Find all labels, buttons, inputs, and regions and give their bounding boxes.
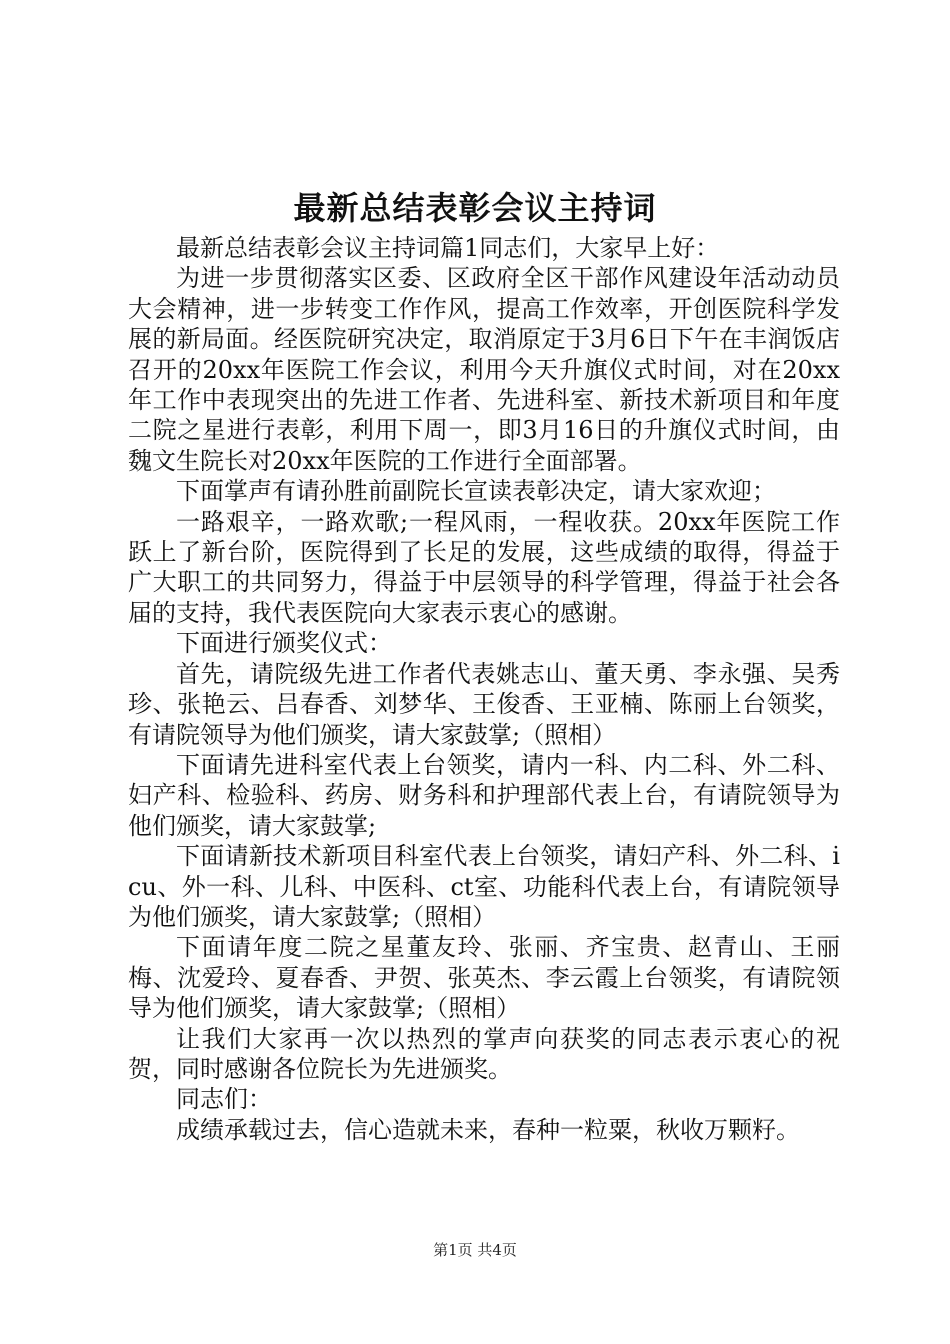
paragraph-ceremony: 下面进行颁奖仪式： [176, 629, 392, 658]
paragraph-advanced-departments: 下面请先进科室代表上台领奖，请内一科、内二科、外二科、妇产科、检验科、药房、财务科和护理部代表上台，有请院领导为他们颁奖，请大家鼓掌; [128, 750, 840, 840]
page-footer: 第1页 共4页 [433, 1241, 517, 1259]
paragraph-introduction: 为进一步贯彻落实区委、区政府全区干部作风建设年活动动员大会精神，进一步转变工作作风，提高工作效率，开创医院科学发展的新局面。经医院研究决定，取消原定于3月6日下午在丰润饭店召开的20xx年医院工作会议，利用今天升旗仪式时间，对在20xx年工作中表现突出的先进工作者、先进科室、新技术新项目和年度二院之星进行表彰，利用下周一，即3月16日的升旗仪式时间，由魏文生院长对20xx年医院的工作进行全面部署。 [128, 264, 840, 475]
paragraph-annual-stars: 下面请年度二院之星董友玲、张丽、齐宝贵、赵青山、王丽梅、沈爱玲、夏春香、尹贺、张英杰、李云霞上台领奖，有请院领导为他们颁奖，请大家鼓掌;（照相） [128, 933, 840, 1023]
paragraph-congratulations: 让我们大家再一次以热烈的掌声向获奖的同志表示衷心的祝贺，同时感谢各位院长为先进颁奖。 [128, 1024, 840, 1083]
paragraph-thanks: 一路艰辛，一路欢歌;一程风雨，一程收获。20xx年医院工作跃上了新台阶，医院得到了长足的发展，这些成绩的取得，得益于广大职工的共同努力，得益于中层领导的科学管理，得益于社会各届的支持，我代表医院向大家表示衷心的感谢。 [128, 507, 840, 627]
paragraph-new-technology: 下面请新技术新项目科室代表上台领奖，请妇产科、外二科、icu、外一科、儿科、中医科、ct室、功能科代表上台，有请院领导为他们颁奖，请大家鼓掌;（照相） [128, 842, 840, 931]
paragraph-closing: 成绩承载过去，信心造就未来，春种一粒粟，秋收万颗籽。 [176, 1115, 800, 1144]
document-body [128, 233, 840, 1145]
document-title: 最新总结表彰会议主持词 [293, 189, 657, 227]
paragraph-greeting: 最新总结表彰会议主持词篇1同志们，大家早上好： [176, 234, 720, 262]
paragraph-advanced-workers: 首先，请院级先进工作者代表姚志山、董天勇、李永强、吴秀珍、张艳云、吕春香、刘梦华、王俊香、王亚楠、陈丽上台领奖，有请院领导为他们颁奖，请大家鼓掌;（照相） [128, 659, 840, 749]
paragraph-announcement: 下面掌声有请孙胜前副院长宣读表彰决定，请大家欢迎； [176, 477, 776, 506]
paragraph-comrades: 同志们： [176, 1085, 272, 1114]
